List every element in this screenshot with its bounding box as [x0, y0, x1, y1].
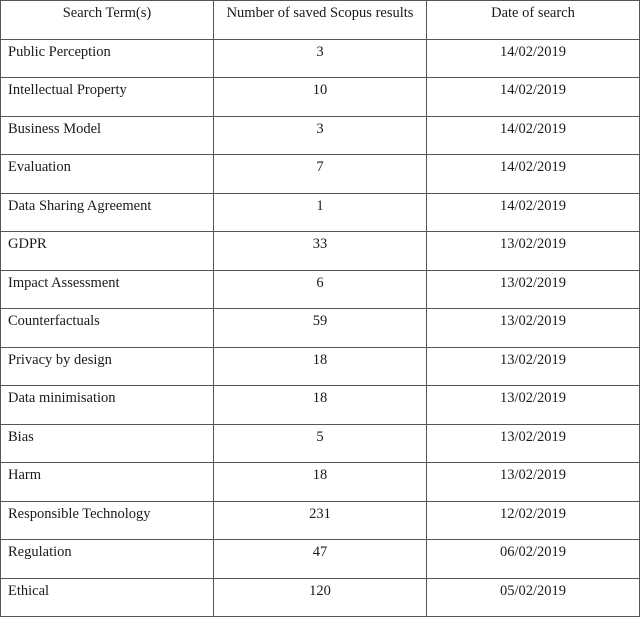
- search-date-cell: 14/02/2019: [427, 155, 640, 194]
- result-count-cell: 18: [214, 463, 427, 502]
- table-row: [1, 78, 640, 117]
- search-term-cell: Evaluation: [1, 155, 214, 194]
- search-term-cell: Public Perception: [1, 39, 214, 78]
- table-body: [1, 39, 640, 617]
- search-date-cell: 13/02/2019: [427, 386, 640, 425]
- table-row: [1, 463, 640, 502]
- search-date-cell: 13/02/2019: [427, 270, 640, 309]
- search-date-cell: 14/02/2019: [427, 193, 640, 232]
- search-term-cell: Impact Assessment: [1, 270, 214, 309]
- table-row: [1, 386, 640, 425]
- search-term-cell: Bias: [1, 424, 214, 463]
- result-count-cell: 18: [214, 347, 427, 386]
- search-date-cell: 13/02/2019: [427, 309, 640, 348]
- search-date-cell: 12/02/2019: [427, 501, 640, 540]
- result-count-cell: 10: [214, 78, 427, 117]
- search-date-cell: 14/02/2019: [427, 78, 640, 117]
- result-count-cell: 5: [214, 424, 427, 463]
- result-count-cell: 120: [214, 578, 427, 617]
- search-term-cell: Responsible Technology: [1, 501, 214, 540]
- result-count-cell: 33: [214, 232, 427, 271]
- header-search-date: Date of search: [427, 1, 640, 40]
- table-row: [1, 424, 640, 463]
- search-date-cell: 06/02/2019: [427, 540, 640, 579]
- header-row: [1, 1, 640, 40]
- search-date-cell: 05/02/2019: [427, 578, 640, 617]
- table-row: [1, 501, 640, 540]
- result-count-cell: 6: [214, 270, 427, 309]
- search-term-cell: Business Model: [1, 116, 214, 155]
- table-row: [1, 39, 640, 78]
- table-row: [1, 193, 640, 232]
- search-term-cell: Data minimisation: [1, 386, 214, 425]
- search-term-cell: Harm: [1, 463, 214, 502]
- result-count-cell: 47: [214, 540, 427, 579]
- result-count-cell: 59: [214, 309, 427, 348]
- result-count-cell: 1: [214, 193, 427, 232]
- table-row: [1, 232, 640, 271]
- table-row: [1, 540, 640, 579]
- search-term-cell: Privacy by design: [1, 347, 214, 386]
- result-count-cell: 7: [214, 155, 427, 194]
- search-date-cell: 13/02/2019: [427, 424, 640, 463]
- search-term-cell: Ethical: [1, 578, 214, 617]
- result-count-cell: 3: [214, 116, 427, 155]
- table-row: [1, 155, 640, 194]
- search-date-cell: 13/02/2019: [427, 347, 640, 386]
- result-count-cell: 231: [214, 501, 427, 540]
- search-date-cell: 13/02/2019: [427, 463, 640, 502]
- search-term-cell: Intellectual Property: [1, 78, 214, 117]
- search-date-cell: 14/02/2019: [427, 39, 640, 78]
- search-term-cell: Counterfactuals: [1, 309, 214, 348]
- header-result-count: Number of saved Scopus results: [214, 1, 427, 40]
- table-row: [1, 347, 640, 386]
- search-date-cell: 13/02/2019: [427, 232, 640, 271]
- table-row: [1, 309, 640, 348]
- search-term-cell: GDPR: [1, 232, 214, 271]
- search-date-cell: 14/02/2019: [427, 116, 640, 155]
- table-row: [1, 270, 640, 309]
- table-row: [1, 578, 640, 617]
- header-search-term: Search Term(s): [1, 1, 214, 40]
- table-row: [1, 116, 640, 155]
- search-term-cell: Data Sharing Agreement: [1, 193, 214, 232]
- result-count-cell: 3: [214, 39, 427, 78]
- search-term-cell: Regulation: [1, 540, 214, 579]
- result-count-cell: 18: [214, 386, 427, 425]
